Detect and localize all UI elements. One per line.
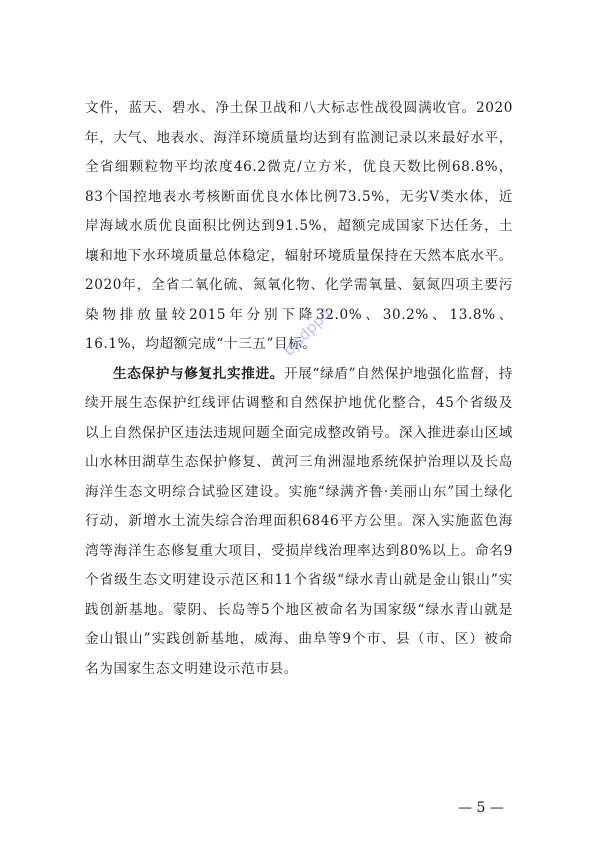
paragraph-1: 文件，蓝天、碧水、净土保卫战和八大标志性战役圆满收官。2020年，大气、地表水、海洋环境质量均达到有监测记录以来最好水平，全省细颗粒物平均浓度46.2微克/立方米，优良天数比例68.8%，83个国控地表水考核断面优良水体比例73.5%，无劣Ⅴ类水体，近岸海域水质优良面积比例达到91.5%，超额完成国家下达任务，土壤和地下水环境质量总体稳定，辐射环境质量保持在天然本底水平。2020年，全省二氧化硫、氮氧化物、化学需氧量、氨氮四项主要污染物排放量较2015年分别下降32.0%、30.2%、13.8%、16.1%，均超额完成“十三五”目标。: [85, 100, 513, 352]
watermark: bjsdppd: [279, 304, 335, 360]
body-text: [85, 94, 513, 684]
paragraph-2-body: 开展“绿盾”自然保护地强化监督，持续开展生态保护红线评估调整和自然保护地优化整合，45个省级及以上自然保护区违法违规问题全面完成整改销号。深入推进泰山区域山水林田湖草生态保护修复、黄河三角洲湿地系统保护治理以及长岛海洋生态文明综合试验区建设。实施“绿满齐鲁·美丽山东”国土绿化行动，新增水土流失综合治理面积6846平方公里。深入实施蓝色海湾等海洋生态修复重大项目，受损岸线治理率达到80%以上。命名9个省级生态文明建设示范区和11个省级“绿水青山就是金山银山”实践创新基地。蒙阴、长岛等5个地区被命名为国家级“绿水青山就是金山银山”实践创新基地，威海、曲阜等9个市、县（市、区）被命名为国家生态文明建设示范市县。: [85, 365, 513, 677]
page-number: — 5 —: [458, 800, 504, 816]
paragraph-2: [85, 360, 513, 685]
paragraph-2-heading: 生态保护与修复扎实推进。: [113, 365, 285, 382]
